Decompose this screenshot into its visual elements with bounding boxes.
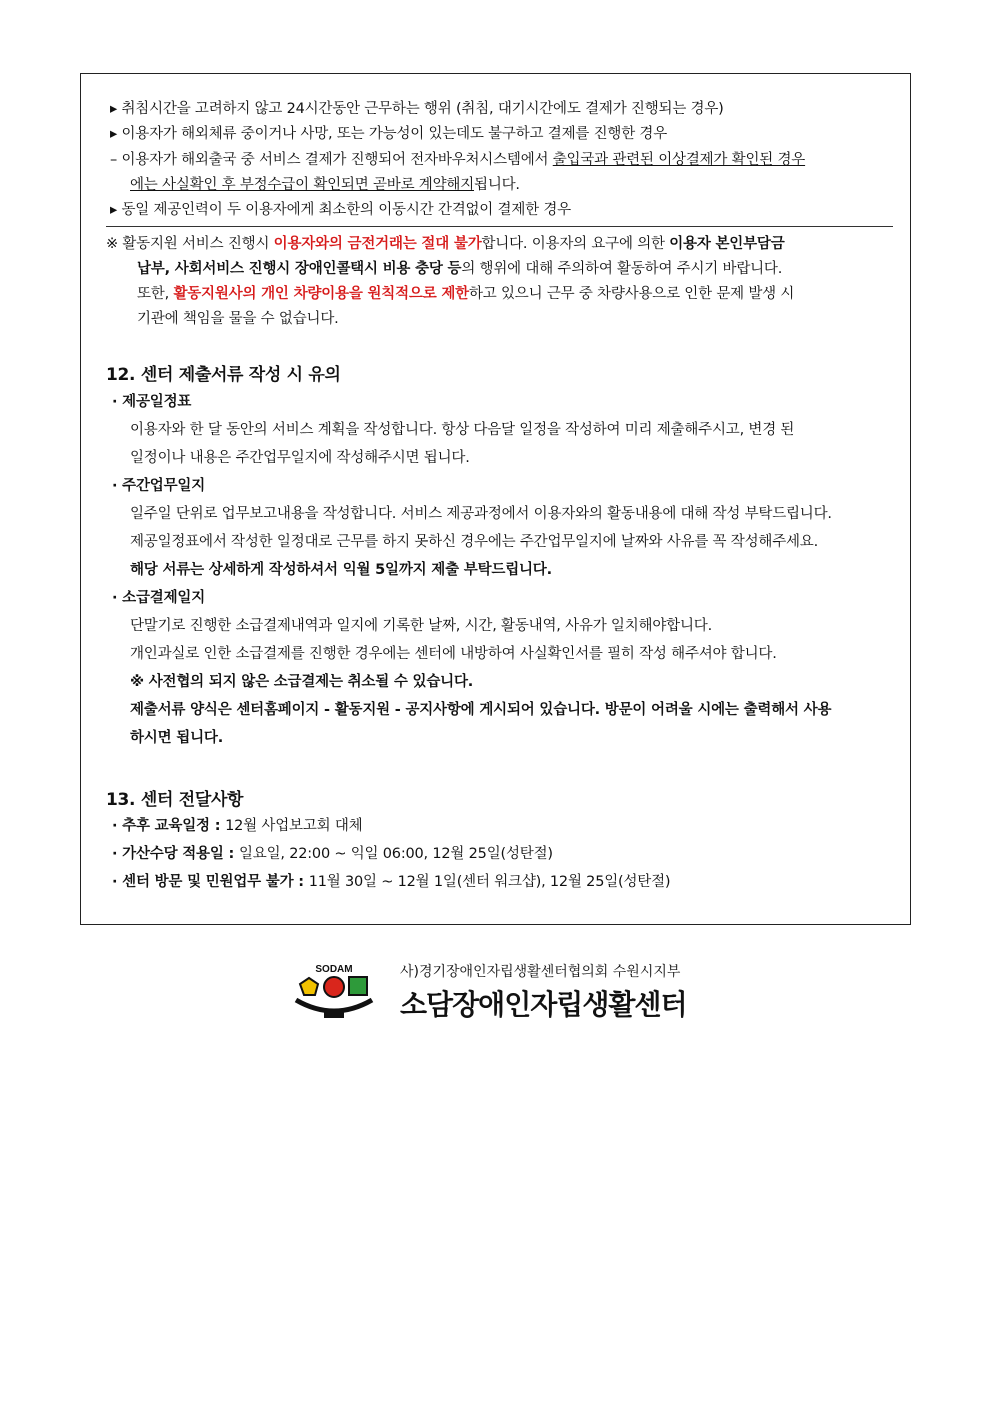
weekly-log-text-3: 해당 서류는 상세하게 작성하셔서 익월 5일까지 제출 부탁드립니다. bbox=[130, 562, 552, 578]
violation-item-2: ▸ 이용자가 해외체류 중이거나 사망, 또는 가능성이 있는데도 불구하고 결제를 진행한 경우 bbox=[110, 126, 668, 142]
schedule-text-1: 이용자와 한 달 동안의 서비스 계획을 작성합니다. 항상 다음달 일정을 작성하여 미리 제출해주시고, 변경 된 bbox=[130, 422, 795, 438]
violation-item-3-text: – 이용자가 해외출국 중 서비스 결제가 진행되어 전자바우처시스템에서 bbox=[110, 152, 553, 168]
violation-item-1: ▸ 취침시간을 고려하지 않고 24시간동안 근무하는 행위 (취침, 대기시간에도 결제가 진행되는 경우) bbox=[110, 101, 724, 117]
notice-line-3 bbox=[137, 284, 794, 304]
org-name: 사)경기장애인자립생활센터협의회 수원시지부 bbox=[400, 964, 681, 980]
info-row-training bbox=[112, 816, 362, 836]
info-value: 12월 사업보고회 대체 bbox=[225, 818, 363, 834]
notice-bold-text: 이용자 본인부담금 bbox=[669, 236, 785, 252]
notice-red-text: 이용자와의 금전거래는 절대 불가 bbox=[273, 236, 482, 252]
notice-line-1 bbox=[106, 234, 785, 254]
violation-item-3-cont-underlined: 에는 사실확인 후 부정수급이 확인되면 곧바로 계약해지 bbox=[130, 177, 475, 193]
schedule-subtitle: · 제공일정표 bbox=[112, 394, 192, 410]
weekly-log-subtitle: · 주간업무일지 bbox=[112, 478, 205, 494]
notice-text: ※ 활동지원 서비스 진행시 bbox=[106, 236, 274, 252]
retro-log-text-4: 제출서류 양식은 센터홈페이지 - 활동지원 - 공지사항에 게시되어 있습니다. 방문이 어려울 시에는 출력해서 사용 bbox=[130, 702, 832, 718]
retro-log-subtitle: · 소급결제일지 bbox=[112, 590, 205, 606]
info-row-closed bbox=[112, 872, 670, 892]
notice-text: 하고 있으니 근무 중 차량사용으로 인한 문제 발생 시 bbox=[468, 286, 795, 302]
notice-text: 의 행위에 대해 주의하여 활동하여 주시기 바랍니다. bbox=[461, 261, 783, 277]
notice-line-2 bbox=[137, 259, 782, 279]
info-row-allowance bbox=[112, 844, 553, 864]
notice-text: 합니다. 이용자의 요구에 의한 bbox=[481, 236, 670, 252]
violation-item-3-cont-text: 됩니다. bbox=[474, 177, 520, 193]
info-label: · 가산수당 적용일 : bbox=[112, 846, 239, 862]
logo-square-icon bbox=[349, 977, 367, 995]
notice-red-text: 활동지원사의 개인 차량이용을 원칙적으로 제한 bbox=[173, 286, 469, 302]
weekly-log-text-2: 제공일정표에서 작성한 일정대로 근무를 하지 못하신 경우에는 주간업무일지에 날짜와 사유를 꼭 작성해주세요. bbox=[130, 534, 819, 550]
logo-pentagon-icon bbox=[300, 978, 318, 995]
violation-item-3-underlined: 출입국과 관련된 이상결제가 확인된 경우 bbox=[552, 152, 806, 168]
violation-item-4: ▸ 동일 제공인력이 두 이용자에게 최소한의 이동시간 간격없이 결제한 경우 bbox=[110, 202, 571, 218]
info-label: · 센터 방문 및 민원업무 불가 : bbox=[112, 874, 309, 890]
logo-bowl-icon bbox=[296, 1000, 372, 1011]
section-13-title: 13. 센터 전달사항 bbox=[106, 790, 244, 810]
logo-text: SODAM bbox=[315, 964, 353, 975]
schedule-text-2: 일정이나 내용은 주간업무일지에 작성해주시면 됩니다. bbox=[130, 450, 470, 466]
info-value: 일요일, 22:00 ~ 익일 06:00, 12월 25일(성탄절) bbox=[238, 846, 553, 862]
sodam-logo-icon bbox=[294, 962, 374, 1022]
retro-log-text-2: 개인과실로 인한 소급결제를 진행한 경우에는 센터에 내방하여 사실확인서를 필히 작성 해주셔야 합니다. bbox=[130, 646, 777, 662]
info-value: 11월 30일 ~ 12월 1일(센터 워크샵), 12월 25일(성탄절) bbox=[308, 874, 671, 890]
retro-log-text-5: 하시면 됩니다. bbox=[130, 730, 223, 746]
notice-line-4: 기관에 책임을 물을 수 없습니다. bbox=[137, 311, 339, 327]
violation-item-3-cont bbox=[130, 175, 520, 195]
notice-bold-text: 납부, 사회서비스 진행시 장애인콜택시 비용 충당 등 bbox=[137, 261, 462, 277]
center-name: 소담장애인자립생활센터 bbox=[400, 988, 687, 1021]
logo-circle-icon bbox=[324, 977, 344, 997]
divider bbox=[106, 226, 893, 227]
violation-item-3 bbox=[110, 150, 805, 170]
retro-log-text-1: 단말기로 진행한 소급결제내역과 일지에 기록한 날짜, 시간, 활동내역, 사유가 일치해야합니다. bbox=[130, 618, 712, 634]
retro-log-text-3: ※ 사전협의 되지 않은 소급결제는 취소될 수 있습니다. bbox=[130, 674, 474, 690]
info-label: · 추후 교육일정 : bbox=[112, 818, 226, 834]
logo-base-icon bbox=[324, 1012, 344, 1018]
notice-text: 또한, bbox=[137, 286, 174, 302]
section-12-title: 12. 센터 제출서류 작성 시 유의 bbox=[106, 365, 341, 385]
weekly-log-text-1: 일주일 단위로 업무보고내용을 작성합니다. 서비스 제공과정에서 이용자와의 활동내용에 대해 작성 부탁드립니다. bbox=[130, 506, 832, 522]
